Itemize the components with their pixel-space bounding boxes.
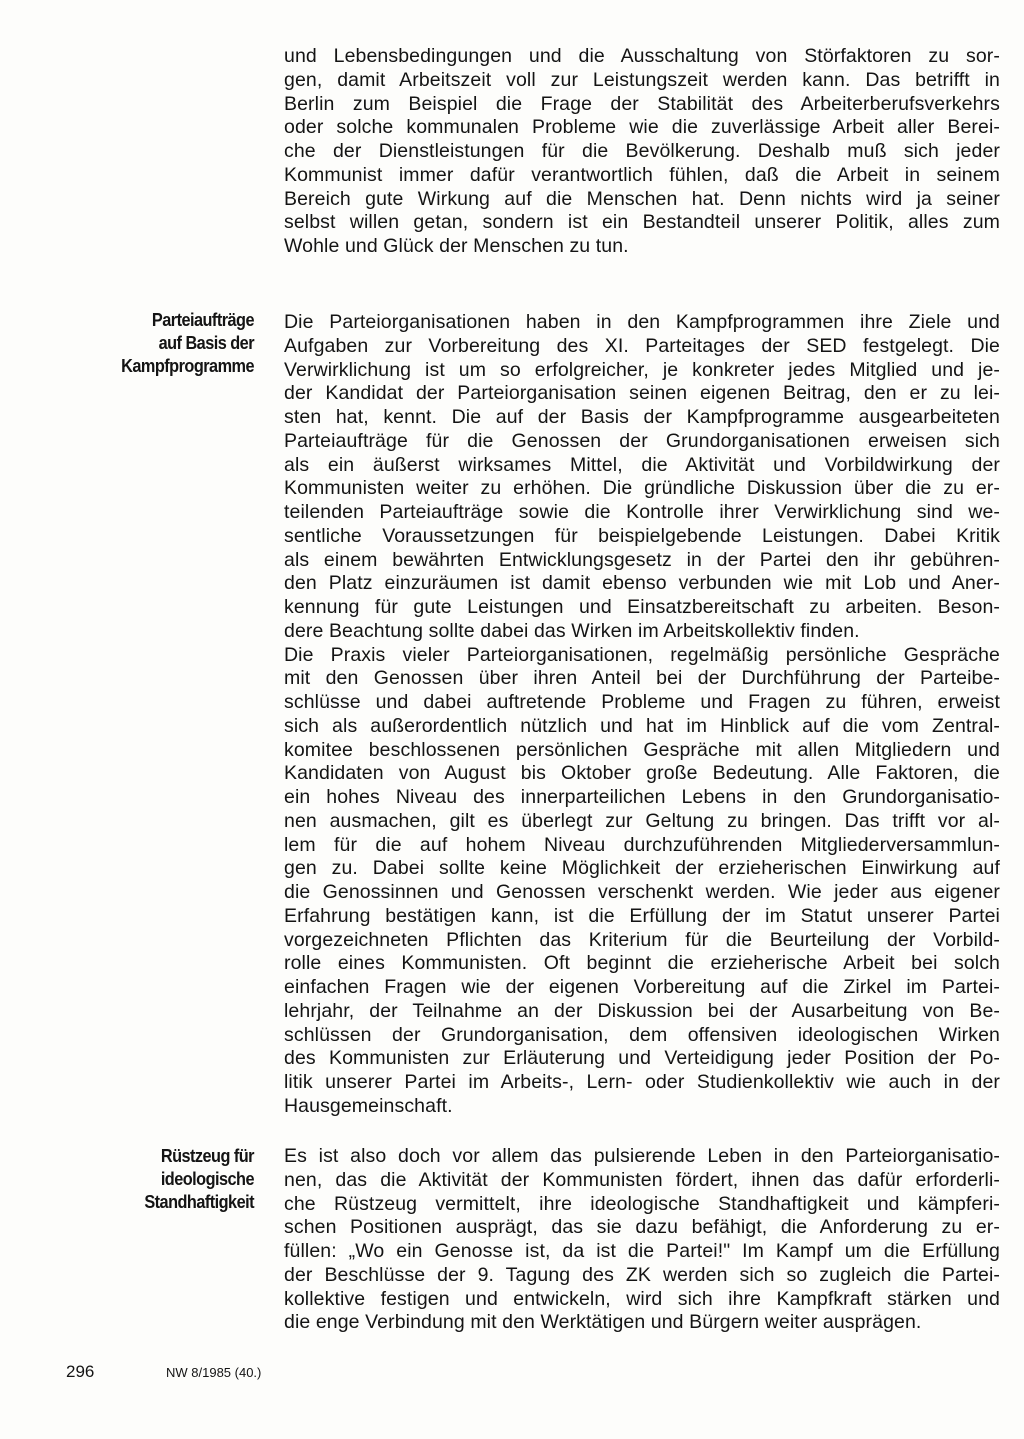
text-line: der Beschlüsse der 9. Tagung des ZK werden sich so zugleich die Partei- (284, 1263, 1000, 1286)
source-reference: NW 8/1985 (40.) (166, 1365, 262, 1380)
text-line: teilenden Parteiaufträge sowie die Kontrolle ihrer Verwirklichung sind we- (284, 501, 1000, 523)
text-line: schen Positionen ausprägt, das sie dazu befähigt, die Anforderung zu er- (284, 1216, 1000, 1239)
heading-line: Parteiaufträge (151, 309, 254, 330)
text-line: mit den Genossen über ihren Anteil bei der Durchführung der Parteibe- (284, 667, 1000, 690)
text-line: die Genossinnen und Genossen verschenkt werden. Wie jeder aus eigener (284, 881, 1000, 903)
text-line: gen, damit Arbeitszeit voll zur Leistungszeit werden kann. Das betrifft in (284, 68, 1000, 91)
text-line: gen zu. Dabei sollte keine Möglichkeit der erzieherischen Einwirkung auf (284, 857, 1000, 880)
text-line: nen, das die Aktivität der Kommunisten fördert, ihnen das dafür erforderli- (284, 1168, 1000, 1191)
margin-heading-parteiauftraege (83, 308, 254, 377)
text-line: Die Parteiorganisationen haben in den Kampfprogrammen ihre Ziele und (284, 311, 1000, 333)
text-line: als ein äußerst wirksames Mittel, die Aktivität und Vorbildwirkung der (284, 453, 1000, 476)
margin-heading-ruestzeug (83, 1144, 254, 1213)
text-line: che Rüstzeug vermittelt, ihre ideologische Standhaftigkeit und kämpferi- (284, 1192, 1000, 1215)
text-line: Wohle und Glück der Menschen zu tun. (284, 235, 629, 257)
text-line: che der Dienstleistungen für die Bevölkerung. Deshalb muß sich jeder (284, 140, 1000, 162)
text-line: Hausgemeinschaft. (284, 1094, 453, 1117)
text-line: Verwirklichung ist um so erfolgreicher, je konkreter jedes Mitglied und je- (284, 358, 1000, 381)
text-line: des Kommunisten zur Erläuterung und Verteidigung jeder Position der Po- (284, 1047, 1000, 1070)
heading-line: ideologische (160, 1168, 254, 1189)
text-line: schlüsse und dabei auftretende Probleme und Fragen zu führen, erweist (284, 691, 1000, 713)
text-line: vorgezeichneten Pflichten das Kriterium für die Beurteilung der Vorbild- (284, 928, 1000, 951)
text-line: schlüssen der Grundorganisation, dem offensiven ideologischen Wirken (284, 1023, 1000, 1046)
heading-line: auf Basis der (158, 332, 254, 353)
text-line: der Kandidat der Parteiorganisation seinen eigenen Beitrag, den er zu lei- (284, 382, 1000, 405)
text-line: Berlin zum Beispiel die Frage der Stabilität des Arbeiterberufsverkehrs (284, 92, 1000, 115)
text-line: Die Praxis vieler Parteiorganisationen, regelmäßig persönliche Gespräche (284, 643, 1000, 666)
text-line: Kandidaten von August bis Oktober große Bedeutung. Alle Faktoren, die (284, 762, 1000, 785)
text-line: dere Beachtung sollte dabei das Wirken im Arbeitskollektiv finden. (284, 619, 860, 642)
text-line: rolle eines Kommunisten. Oft beginnt die erzieherische Arbeit bei solch (284, 952, 1000, 975)
text-line: als einem bewährten Entwicklungsgesetz in der Partei den ihr gebühren- (284, 548, 1000, 571)
page-number: 296 (66, 1362, 95, 1381)
heading-line: Rüstzeug für (160, 1145, 254, 1166)
text-line: Parteiaufträge für die Genossen der Grundorganisationen erweisen sich (284, 429, 1000, 452)
text-line: kennung für gute Leistungen und Einsatzbereitschaft zu arbeiten. Beson- (284, 596, 1000, 618)
text-line: oder solche kommunalen Probleme wie die zuverlässige Arbeit aller Berei- (284, 116, 1000, 139)
text-line: Kommunist immer dafür verantwortlich fühlen, daß die Arbeit in seinem (284, 163, 1000, 186)
heading-line: Kampfprogramme (121, 355, 254, 376)
text-line: und Lebensbedingungen und die Ausschaltung von Störfaktoren zu sor- (284, 45, 1000, 67)
text-line: lem für die auf hohem Niveau durchzuführenden Mitgliederversammlun- (284, 833, 1000, 856)
text-line: Bereich gute Wirkung auf die Menschen hat. Denn nichts wird ja seiner (284, 187, 1000, 210)
text-line: nen ausmachen, gilt es überlegt zur Geltung zu bringen. Das trifft vor al- (284, 809, 1000, 832)
text-line: sentliche Voraussetzungen für beispielgebende Leistungen. Dabei Kritik (284, 524, 1000, 547)
text-line: kollektive festigen und entwickeln, wird sich ihre Kampfkraft stärken und (284, 1287, 1000, 1310)
text-line: Es ist also doch vor allem das pulsierende Leben in den Parteiorganisatio- (284, 1145, 1000, 1167)
text-line: Aufgaben zur Vorbereitung des XI. Parteitages der SED festgelegt. Die (284, 334, 1000, 357)
intro-paragraph (284, 45, 1000, 259)
section-ruestzeug (284, 1145, 1000, 1335)
text-line: ein hohes Niveau des innerparteilichen Lebens in den Grundorganisatio- (284, 786, 1000, 808)
text-line: Erfahrung bestätigen kann, ist die Erfüllung der im Statut unserer Partei (284, 904, 1000, 927)
text-line: sich als außerordentlich nützlich und hat im Hinblick auf die vom Zentral- (284, 714, 1000, 737)
text-line: Kommunisten weiter zu erhöhen. Die gründliche Diskussion über die zu er- (284, 477, 1000, 500)
text-line: lehrjahr, der Teilnahme an der Diskussion bei der Ausarbeitung von Be- (284, 999, 1000, 1022)
text-line: füllen: „Wo ein Genosse ist, da ist die Partei!" Im Kampf um die Erfüllung (284, 1240, 1000, 1262)
text-line: komitee beschlossenen persönlichen Gespräche mit allen Mitgliedern und (284, 738, 1000, 761)
heading-line: Standhaftigkeit (144, 1191, 254, 1212)
section-parteiauftraege (284, 311, 1000, 1119)
text-line: sten hat, kennt. Die auf der Basis der Kampfprogramme ausgearbeiteten (284, 406, 1000, 428)
text-line: einfachen Fragen wie der eigenen Vorbereitung auf die Zirkel im Partei- (284, 976, 1000, 998)
text-line: die enge Verbindung mit den Werktätigen und Bürgern weiter ausprägen. (284, 1311, 922, 1334)
text-line: litik unserer Partei im Arbeits-, Lern- oder Studienkollektiv wie auch in der (284, 1071, 1000, 1093)
text-line: selbst willen getan, sondern ist ein Bestandteil unserer Politik, alles zum (284, 211, 1000, 234)
text-line: den Platz einzuräumen ist damit ebenso verbunden wie mit Lob und Aner- (284, 572, 1000, 595)
